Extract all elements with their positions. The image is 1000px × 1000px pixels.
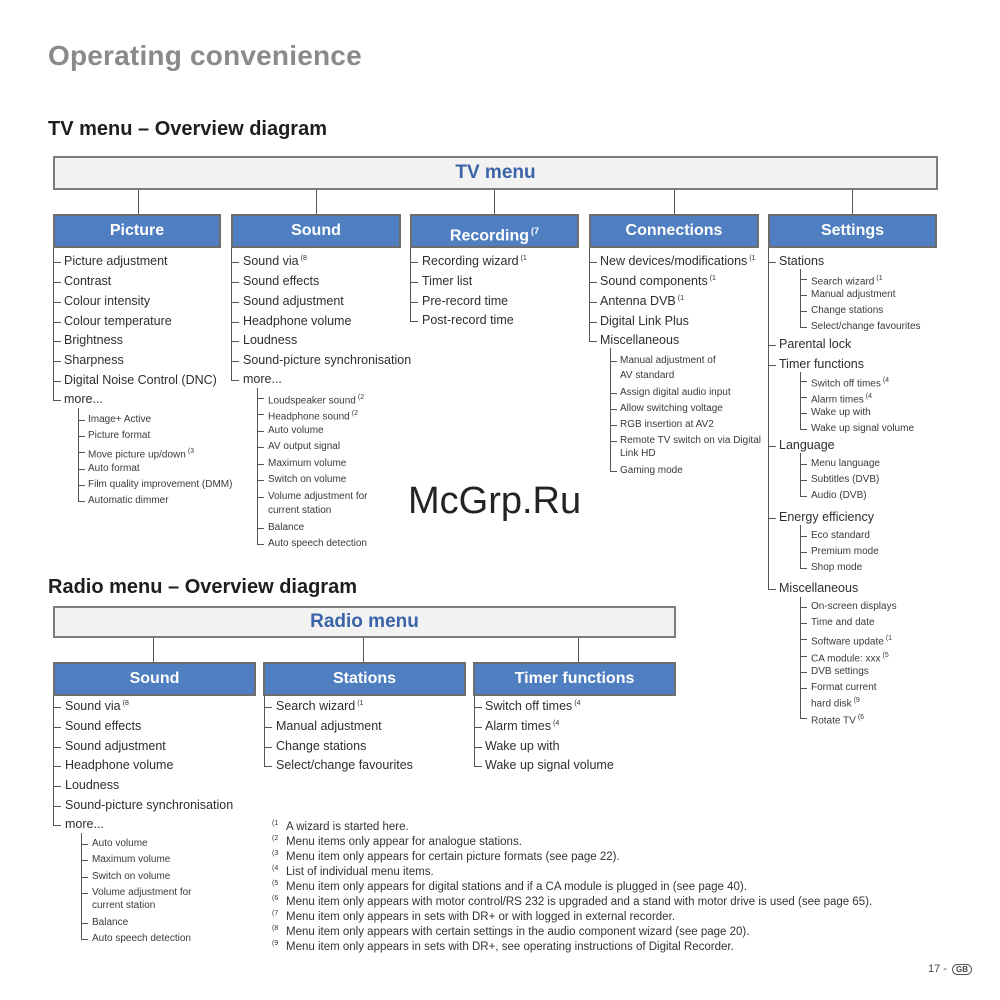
tv-menu-box: TV menu bbox=[53, 156, 938, 190]
sub-item: Manual adjustment bbox=[811, 289, 896, 300]
sub-item: Volume adjustment for bbox=[92, 887, 192, 898]
sub-item: Auto speech detection bbox=[92, 933, 191, 944]
list-item: Colour temperature bbox=[64, 314, 172, 328]
footnote: (2 Menu items only appear for analogue stations. bbox=[272, 835, 522, 848]
sub-item: Loudspeaker sound $^{(2}$ bbox=[268, 394, 365, 407]
sub-item: Wake up with bbox=[811, 407, 871, 418]
footnote: (7 Menu item only appears in sets with DR+ or with logged in external recorder. bbox=[272, 910, 675, 923]
list-item: Sound effects bbox=[65, 719, 142, 733]
list-item: Recording wizard $^{(1}$ bbox=[422, 254, 527, 268]
footnote: (4 List of individual menu items. bbox=[272, 865, 434, 878]
watermark: McGrp.Ru bbox=[408, 480, 582, 522]
list-item: Select/change favourites bbox=[276, 758, 413, 772]
list-item: Headphone volume bbox=[65, 758, 174, 772]
sub-item: Move picture up/down $^{(3}$ bbox=[88, 448, 195, 461]
sub-item: Auto speech detection bbox=[268, 538, 367, 549]
tv-cat-settings: Settings bbox=[768, 214, 937, 248]
footnote: (9 Menu item only appears in sets with DR+, see operating instructions of Digital Recorder. bbox=[272, 940, 734, 953]
sub-item: hard disk $^{(9}$ bbox=[811, 697, 860, 710]
list-item: Sound components $^{(1}$ bbox=[600, 274, 716, 288]
list-item: more... bbox=[243, 372, 282, 386]
list-item: Loudness bbox=[243, 333, 298, 347]
settings-group-title: Parental lock bbox=[779, 337, 852, 351]
sub-item: Switch on volume bbox=[92, 871, 171, 882]
list-item: Antenna DVB $^{(1}$ bbox=[600, 294, 684, 308]
list-item: Alarm times $^{(4}$ bbox=[485, 719, 560, 733]
sub-item: Gaming mode bbox=[620, 465, 683, 476]
sub-item: Remote TV switch on via Digital bbox=[620, 435, 761, 446]
list-item: Sound adjustment bbox=[65, 739, 166, 753]
radio-section-title: Radio menu – Overview diagram bbox=[48, 576, 357, 598]
list-item: Wake up with bbox=[485, 739, 560, 753]
list-item: Digital Link Plus bbox=[600, 314, 689, 328]
list-item: more... bbox=[64, 392, 103, 406]
language-badge: GB bbox=[952, 964, 972, 975]
list-item: Manual adjustment bbox=[276, 719, 382, 733]
sub-item: Balance bbox=[268, 522, 305, 533]
sub-item: Allow switching voltage bbox=[620, 403, 723, 414]
sub-item: current station bbox=[92, 900, 156, 911]
footnote: (1 A wizard is started here. bbox=[272, 820, 409, 833]
list-item: Wake up signal volume bbox=[485, 758, 614, 772]
list-item: Picture adjustment bbox=[64, 254, 168, 268]
list-item: Sound-picture synchronisation bbox=[65, 798, 234, 812]
list-item: Sound via $^{(8}$ bbox=[65, 699, 129, 713]
list-item: Colour intensity bbox=[64, 294, 151, 308]
sub-item: AV standard bbox=[620, 370, 675, 381]
sub-item: Alarm times $^{(4}$ bbox=[811, 393, 873, 406]
sub-item: Menu language bbox=[811, 458, 880, 469]
list-item: Timer list bbox=[422, 274, 473, 288]
sub-item: Maximum volume bbox=[268, 458, 347, 469]
list-item: Change stations bbox=[276, 739, 367, 753]
sub-item: Change stations bbox=[811, 305, 884, 316]
list-item: Contrast bbox=[64, 274, 112, 288]
sub-item: Headphone sound $^{(2}$ bbox=[268, 410, 358, 423]
tv-cat-sound: Sound bbox=[231, 214, 401, 248]
sub-item: CA module: xxx $^{(5}$ bbox=[811, 652, 889, 665]
sub-item: AV output signal bbox=[268, 441, 341, 452]
tv-cat-connections: Connections bbox=[589, 214, 759, 248]
tv-cat-recording: Recording $^{(7}$ bbox=[410, 214, 579, 248]
sub-item: Volume adjustment for bbox=[268, 491, 368, 502]
sub-item: Film quality improvement (DMM) bbox=[88, 479, 233, 490]
settings-group-title: Timer functions bbox=[779, 357, 864, 371]
sub-item: Picture format bbox=[88, 430, 151, 441]
sub-item: Audio (DVB) bbox=[811, 490, 867, 501]
footnote: (3 Menu item only appears for certain picture formats (see page 22). bbox=[272, 850, 620, 863]
list-item: Sound effects bbox=[243, 274, 320, 288]
radio-menu-box: Radio menu bbox=[53, 606, 676, 638]
tv-section-title: TV menu – Overview diagram bbox=[48, 118, 327, 140]
radio-cat-timer-functions: Timer functions bbox=[473, 662, 676, 696]
page-number: 17 - GB bbox=[928, 963, 972, 975]
sub-item: Assign digital audio input bbox=[620, 387, 731, 398]
list-item: Post-record time bbox=[422, 313, 514, 327]
sub-item: Search wizard $^{(1}$ bbox=[811, 275, 883, 288]
sub-item: Format current bbox=[811, 682, 877, 693]
tv-cat-picture: Picture bbox=[53, 214, 221, 248]
list-item: Digital Noise Control (DNC) bbox=[64, 373, 217, 387]
sub-item: Wake up signal volume bbox=[811, 423, 915, 434]
sub-item: Manual adjustment of bbox=[620, 355, 716, 366]
sub-item: Maximum volume bbox=[92, 854, 171, 865]
sub-item: Switch on volume bbox=[268, 474, 347, 485]
sub-item: Software update $^{(1}$ bbox=[811, 635, 893, 648]
sub-item: Auto format bbox=[88, 463, 140, 474]
list-item: Miscellaneous bbox=[600, 333, 680, 347]
sub-item: Shop mode bbox=[811, 562, 863, 573]
sub-item: Auto volume bbox=[268, 425, 324, 436]
footnote: (5 Menu item only appears for digital stations and if a CA module is plugged in (see page 40). bbox=[272, 880, 747, 893]
sub-item: Image+ Active bbox=[88, 414, 152, 425]
sub-item: Select/change favourites bbox=[811, 321, 921, 332]
settings-group-title: Energy efficiency bbox=[779, 510, 874, 524]
sub-item: Switch off times $^{(4}$ bbox=[811, 377, 890, 390]
sub-item: DVB settings bbox=[811, 666, 869, 677]
sub-item: RGB insertion at AV2 bbox=[620, 419, 714, 430]
sub-item: Subtitles (DVB) bbox=[811, 474, 880, 485]
sub-item: current station bbox=[268, 505, 332, 516]
sub-item: On-screen displays bbox=[811, 601, 897, 612]
sub-item: Balance bbox=[92, 917, 129, 928]
sub-item: Time and date bbox=[811, 617, 875, 628]
settings-group-title: Stations bbox=[779, 254, 825, 268]
list-item: Loudness bbox=[65, 778, 120, 792]
settings-group-title: Miscellaneous bbox=[779, 581, 859, 595]
list-item: Sound adjustment bbox=[243, 294, 344, 308]
list-item: Headphone volume bbox=[243, 314, 352, 328]
footnote: (6 Menu item only appears with motor control/RS 232 is upgraded and a stand with motor drive is used (see page 65). bbox=[272, 895, 873, 908]
list-item: New devices/modifications $^{(1}$ bbox=[600, 254, 756, 268]
radio-cat-stations: Stations bbox=[263, 662, 466, 696]
list-item: Switch off times $^{(4}$ bbox=[485, 699, 581, 713]
list-item: Brightness bbox=[64, 333, 124, 347]
list-item: Search wizard $^{(1}$ bbox=[276, 699, 364, 713]
page-title: Operating convenience bbox=[48, 40, 362, 71]
radio-cat-sound: Sound bbox=[53, 662, 256, 696]
list-item: Sound-picture synchronisation bbox=[243, 353, 412, 367]
list-item: Pre-record time bbox=[422, 294, 509, 308]
sub-item: Premium mode bbox=[811, 546, 879, 557]
settings-group-title: Language bbox=[779, 438, 835, 452]
sub-item: Automatic dimmer bbox=[88, 495, 169, 506]
sub-item: Auto volume bbox=[92, 838, 148, 849]
sub-item: Eco standard bbox=[811, 530, 870, 541]
sub-item: Rotate TV $^{(6}$ bbox=[811, 714, 865, 727]
list-item: more... bbox=[65, 817, 104, 831]
sub-item: Link HD bbox=[620, 448, 656, 459]
list-item: Sound via $^{(8}$ bbox=[243, 254, 307, 268]
footnote: (8 Menu item only appears with certain settings in the audio component wizard (see page 20). bbox=[272, 925, 750, 938]
list-item: Sharpness bbox=[64, 353, 124, 367]
